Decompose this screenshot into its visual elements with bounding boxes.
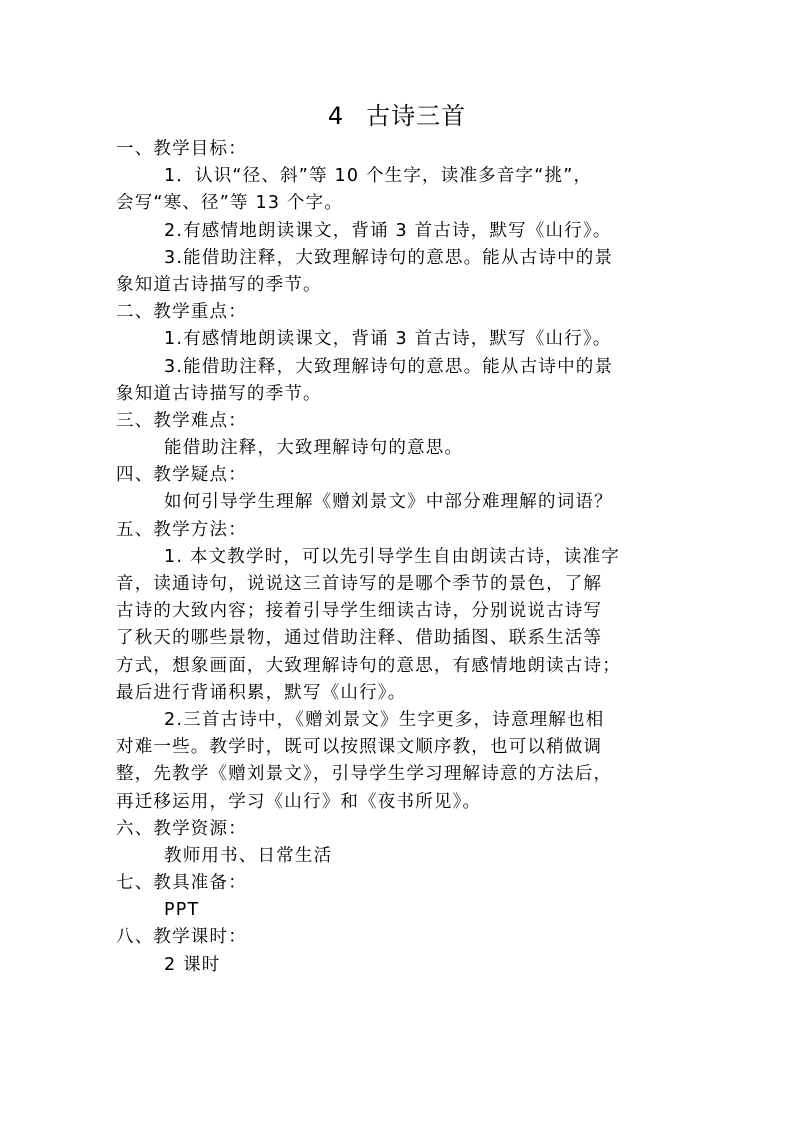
lesson-number: 4 — [327, 102, 345, 130]
paragraph-line: 1. 本文教学时，可以先引导学生自由朗读古诗，读准字 — [164, 546, 620, 567]
document-body — [116, 136, 686, 979]
paragraph-line: 方式，想象画面，大致理解诗句的意思，有感情地朗读古诗； — [116, 655, 621, 676]
paragraph-line: 对难一些。教学时，既可以按照课文顺序教，也可以稍做调 — [116, 737, 603, 758]
section-heading-objectives: 一、教学目标： — [116, 139, 247, 159]
paragraph-line: 2.三首古诗中，《赠刘景文》生字更多，诗意理解也相 — [164, 709, 605, 730]
paragraph-line: 3.能借助注释，大致理解诗句的意思。能从古诗中的景 — [164, 356, 614, 377]
paragraph-line: 2.有感情地朗读课文，背诵 3 首古诗，默写《山行》。 — [164, 220, 612, 241]
paragraph-line: PPT — [164, 900, 200, 921]
paragraph-line: 2 课时 — [164, 954, 221, 975]
section-heading-questions: 四、教学疑点： — [116, 465, 247, 486]
paragraph-line: 1.有感情地朗读课文，背诵 3 首古诗，默写《山行》。 — [164, 329, 612, 350]
paragraph-line: 会写“寒、径”等 13 个字。 — [116, 193, 344, 214]
paragraph-line: 3.能借助注释，大致理解诗句的意思。能从古诗中的景 — [164, 247, 614, 268]
section-heading-methods: 五、教学方法： — [116, 519, 247, 540]
paragraph-line: 如何引导学生理解《赠刘景文》中部分难理解的词语？ — [164, 492, 613, 513]
paragraph-line: 再迁移运用，学习《山行》和《夜书所见》。 — [116, 791, 482, 812]
paragraph-line: 音，读通诗句，说说这三首诗写的是哪个季节的景色，了解 — [116, 574, 603, 594]
lesson-title: 古诗三首 — [366, 102, 467, 130]
section-heading-difficulties: 三、教学难点： — [116, 410, 247, 431]
paragraph-line: 1．认识“径、斜”等 10 个生字，读准多音字“挑”， — [164, 166, 593, 187]
paragraph-line: 象知道古诗描写的季节。 — [116, 274, 322, 295]
paragraph-line: 古诗的大致内容；接着引导学生细读古诗，分别说说古诗写 — [116, 601, 603, 622]
paragraph-line: 象知道古诗描写的季节。 — [116, 383, 322, 404]
paragraph-line: 了秋天的哪些景物，通过借助注释、借助插图、联系生活等 — [116, 628, 603, 649]
page-title — [0, 100, 794, 132]
section-heading-periods: 八、教学课时： — [116, 927, 247, 948]
section-heading-resources: 六、教学资源： — [116, 818, 247, 839]
paragraph-line: 整，先教学《赠刘景文》，引导学生学习理解诗意的方法后， — [116, 764, 613, 785]
paragraph-line: 最后进行背诵积累，默写《山行》。 — [116, 682, 407, 703]
paragraph-line: 能借助注释，大致理解诗句的意思。 — [164, 438, 464, 459]
section-heading-key-points: 二、教学重点： — [116, 302, 247, 323]
paragraph-line: 教师用书、日常生活 — [164, 845, 333, 866]
section-heading-materials: 七、教具准备： — [116, 873, 247, 894]
